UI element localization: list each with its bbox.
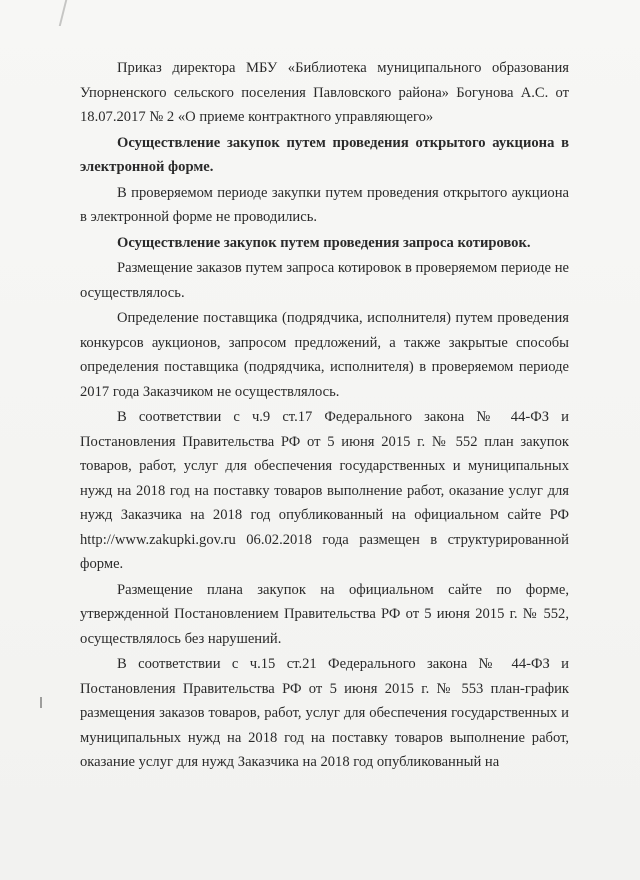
procurement-plan-paragraph: В соответствии с ч.9 ст.17 Федерального закона № 44-ФЗ и Постановления Правительства РФ от 5 июня 2015 г. № 552 план закупок товаров, работ, услуг для обеспечения государственных и муниципальных нужд на 2018 год на поставку товаров выполнение работ, оказание услуг для нужд Заказчика на 2018 год опубликованный на официальном сайте РФ http://www.zakupki.gov.ru 06.02.2018 года размещен в структурированной форме. [80, 409, 569, 572]
section-heading-auction: Осуществление закупок путем проведения открытого аукциона в электронной форме. [80, 134, 569, 175]
section-heading-quotations: Осуществление закупок путем проведения запроса котировок. [117, 234, 531, 251]
schedule-plan-paragraph: В соответствии с ч.15 ст.21 Федерального закона № 44-ФЗ и Постановления Правительства РФ от 5 июня 2015 г. № 553 план-график размещения заказов товаров, работ, услуг для обеспечения государственных и муниципальных нужд на 2018 год на поставку товаров выполнение работ, оказание услуг для нужд Заказчика на 2018 год опубликованный на [80, 656, 569, 770]
supplier-determination-paragraph: Определение поставщика (подрядчика, исполнителя) путем проведения конкурсов аукционов, запросом предложений, а также закрытые способы определения поставщика (подрядчика, исполнителя) в проверяемом периоде 2017 года Заказчиком не осуществлялось. [80, 310, 569, 400]
order-reference-paragraph: Приказ директора МБУ «Библиотека муниципального образования Упорненского сельского поселения Павловского района» Богунова А.С. от 18.07.2017 № 2 «О приеме контрактного управляющего» [80, 60, 569, 125]
auction-paragraph: В проверяемом периоде закупки путем проведения открытого аукциона в электронной форме не проводились. [80, 184, 569, 225]
quotations-paragraph: Размещение заказов путем запроса котировок в проверяемом периоде не осуществлялось. [80, 260, 569, 301]
plan-placement-paragraph: Размещение плана закупок на официальном сайте по форме, утвержденной Постановлением Правительства РФ от 5 июня 2015 г. № 552, осуществлялось без нарушений. [80, 581, 569, 647]
scan-fold-mark [59, 0, 67, 26]
margin-pen-mark [40, 697, 42, 708]
document-body [80, 56, 569, 776]
